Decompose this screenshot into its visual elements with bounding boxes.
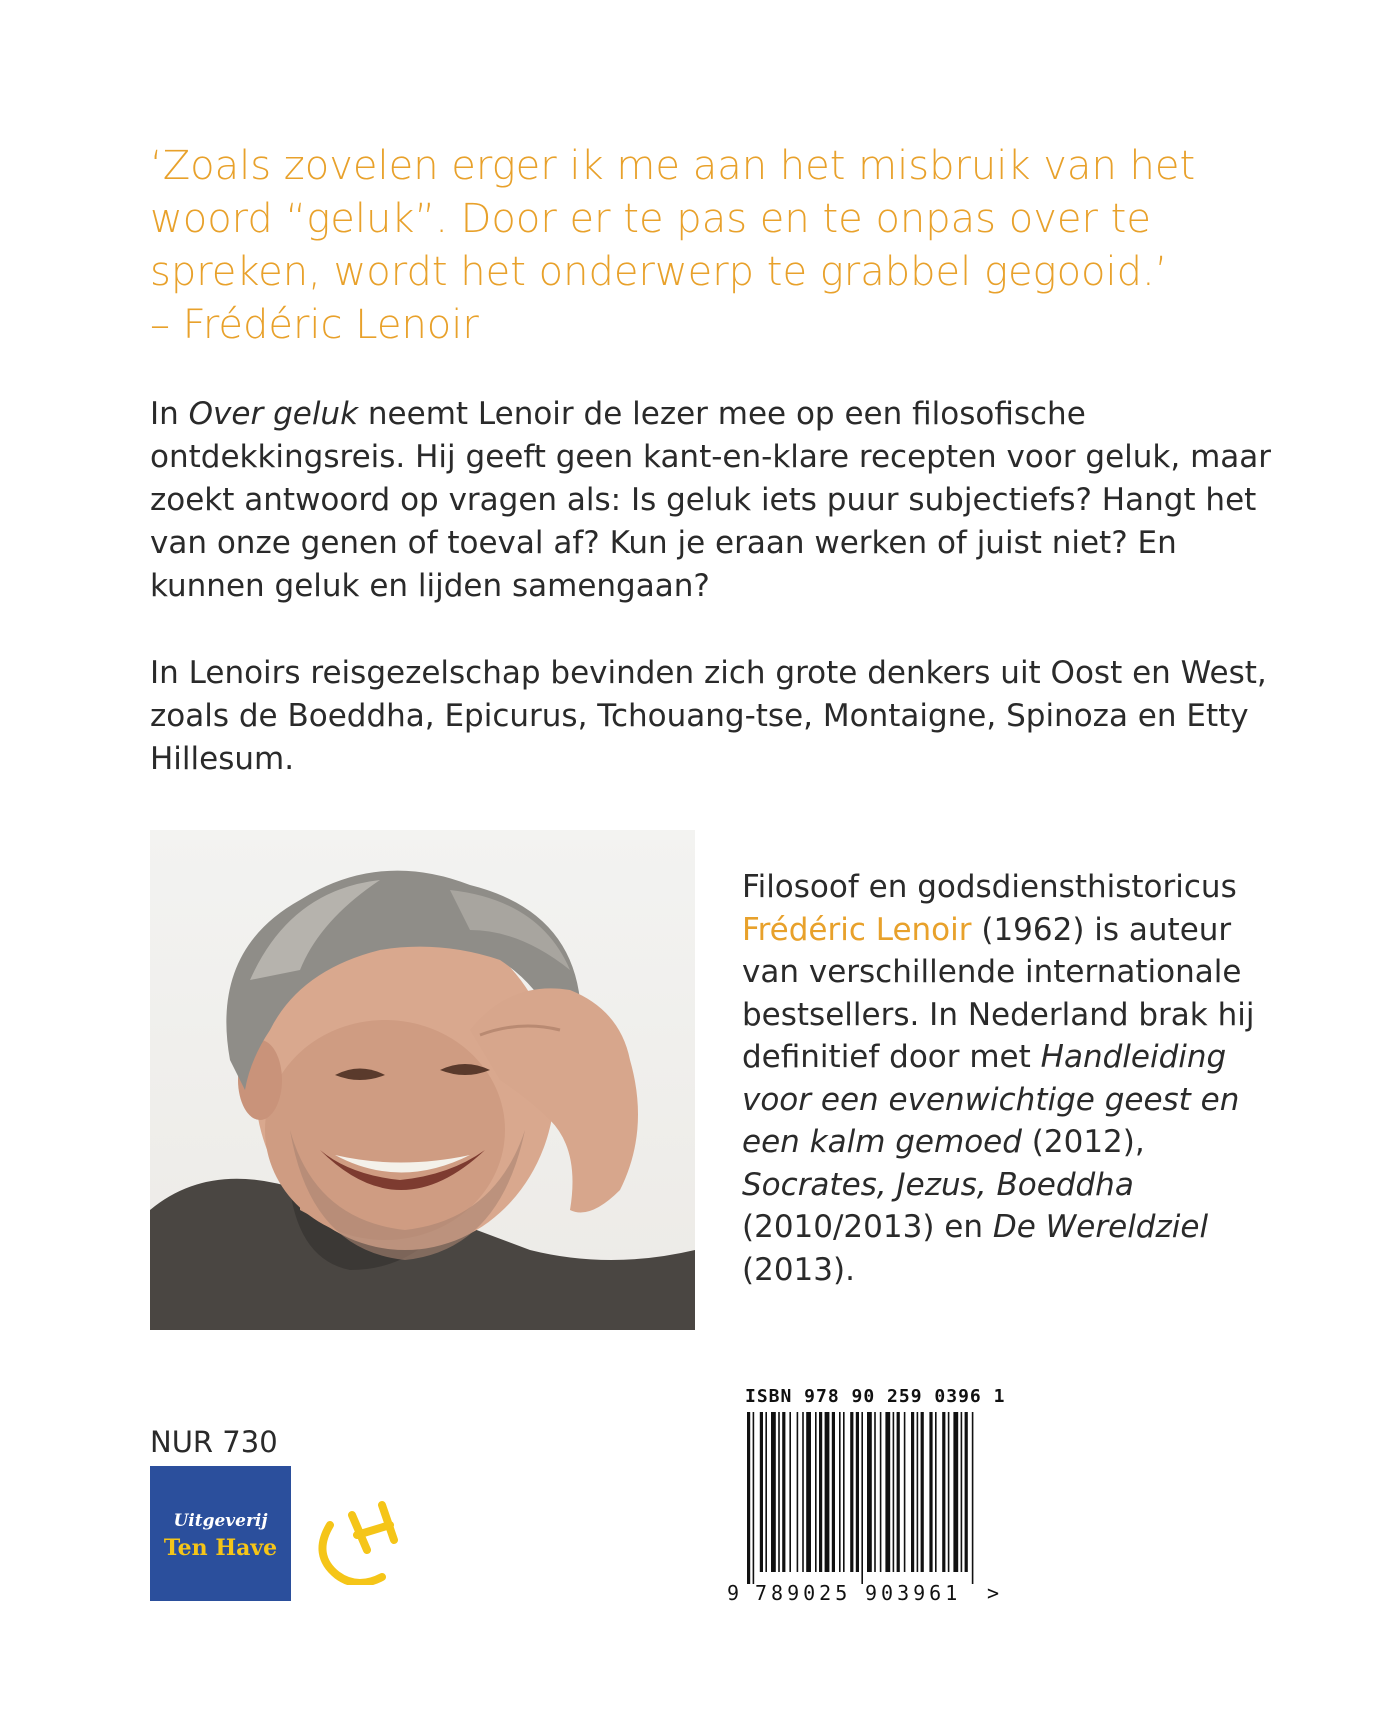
barcode-bar	[850, 1412, 853, 1572]
barcode-digit-trail: >	[987, 1581, 1000, 1605]
intro-text-b: neemt Lenoir de lezer mee op een filosofische ontdekkingsreis. Hij geeft geen kant-en-klare recepten voor geluk, maar zoekt antwoord op vragen als: Is geluk iets puur subjectiefs? Hangt het van onze genen of toeval af? Kun je eraan werken of juist niet? En kunnen geluk en lijden samengaan?	[150, 396, 1272, 604]
barcode-bar	[921, 1412, 924, 1572]
barcode-bar	[765, 1412, 767, 1572]
barcode-bar	[782, 1412, 785, 1572]
barcode-bar	[843, 1412, 845, 1572]
quote-author: – Frédéric Lenoir	[150, 302, 479, 348]
barcode-bar	[953, 1412, 958, 1572]
intro-text-a: In	[150, 396, 189, 432]
barcode-bar	[753, 1412, 755, 1584]
back-cover-quote	[150, 140, 1290, 352]
book-title-3: De Wereldziel	[992, 1209, 1209, 1245]
bio-text-c: (2012),	[1021, 1124, 1145, 1160]
barcode-bar	[867, 1412, 872, 1572]
bio-text-b: (1962) is auteur van verschillende internationale bestsellers. In Nederland brak hij definitief door met	[742, 911, 1255, 1075]
barcode-bar	[760, 1412, 763, 1572]
barcode-bar	[911, 1412, 914, 1572]
barcode-bar	[802, 1412, 804, 1572]
barcode-bar	[874, 1412, 876, 1572]
barcode-bar	[885, 1412, 890, 1572]
author-portrait-image	[150, 830, 695, 1330]
barcode-digits-left: 789025	[755, 1581, 852, 1605]
publisher-logo	[150, 1466, 291, 1601]
bio-text-d: (2010/2013) en	[742, 1209, 993, 1245]
book-title: Over geluk	[188, 396, 359, 432]
barcode-bar	[778, 1412, 780, 1572]
publisher-line-1: Uitgeverij	[173, 1511, 268, 1531]
barcode-bar	[893, 1412, 895, 1572]
barcode-bar	[789, 1412, 791, 1572]
barcode-bar	[856, 1412, 859, 1572]
barcode-bar	[806, 1412, 811, 1572]
intro-paragraph	[150, 393, 1290, 608]
barcode-bar	[972, 1412, 974, 1584]
barcode-bar	[819, 1412, 822, 1572]
author-photo	[150, 830, 695, 1330]
barcode-bar	[825, 1412, 830, 1572]
isbn-label: ISBN 978 90 259 0396 1	[745, 1386, 1006, 1407]
barcode-bar	[880, 1412, 882, 1572]
author-name: Frédéric Lenoir	[742, 911, 972, 948]
publisher-line-2: Ten Have	[163, 1535, 278, 1561]
author-bio	[742, 866, 1297, 1291]
barcode-bar	[897, 1412, 900, 1572]
bio-text-a: Filosoof en godsdiensthistoricus	[742, 869, 1237, 905]
companions-paragraph: In Lenoirs reisgezelschap bevinden zich grote denkers uit Oost en West, zoals de Boeddha, Epicurus, Tchouang-tse, Montaigne, Spinoza en Etty Hillesum.	[150, 655, 1267, 777]
barcode-bar	[815, 1412, 817, 1572]
barcode-bar	[948, 1412, 950, 1572]
barcode-digits-right: 903961	[865, 1581, 962, 1605]
barcode-bar	[747, 1412, 750, 1584]
book-title-2: Socrates, Jezus, Boeddha	[742, 1166, 1134, 1203]
barcode-digit-lead: 9	[727, 1581, 740, 1605]
book-title-1: Handleiding voor een evenwichtige geest en een kalm gemoed	[742, 1039, 1240, 1160]
barcode-bar	[961, 1412, 963, 1572]
nur-code: NUR 730	[150, 1425, 278, 1459]
barcode-bar	[797, 1412, 799, 1572]
barcode-bar	[917, 1412, 919, 1572]
barcode-bar	[935, 1412, 937, 1572]
barcode-bar	[832, 1412, 835, 1572]
quote-text: ‘Zoals zovelen erger ik me aan het misbruik van het woord “geluk”. Door er te pas en te onpas over te spreken, wordt het onderwerp te grabbel gegooid.’	[150, 143, 1196, 295]
bio-text-e: (2013).	[742, 1251, 855, 1288]
barcode-bar	[942, 1412, 945, 1572]
barcode-bar	[771, 1412, 776, 1572]
barcode-bar	[965, 1412, 968, 1572]
barcode-bar	[904, 1412, 906, 1572]
publisher-h-icon	[312, 1495, 412, 1585]
barcode-bar	[861, 1412, 863, 1584]
barcode-icon	[725, 1410, 1005, 1605]
barcode-bar	[839, 1412, 841, 1572]
barcode-bar	[929, 1412, 932, 1572]
